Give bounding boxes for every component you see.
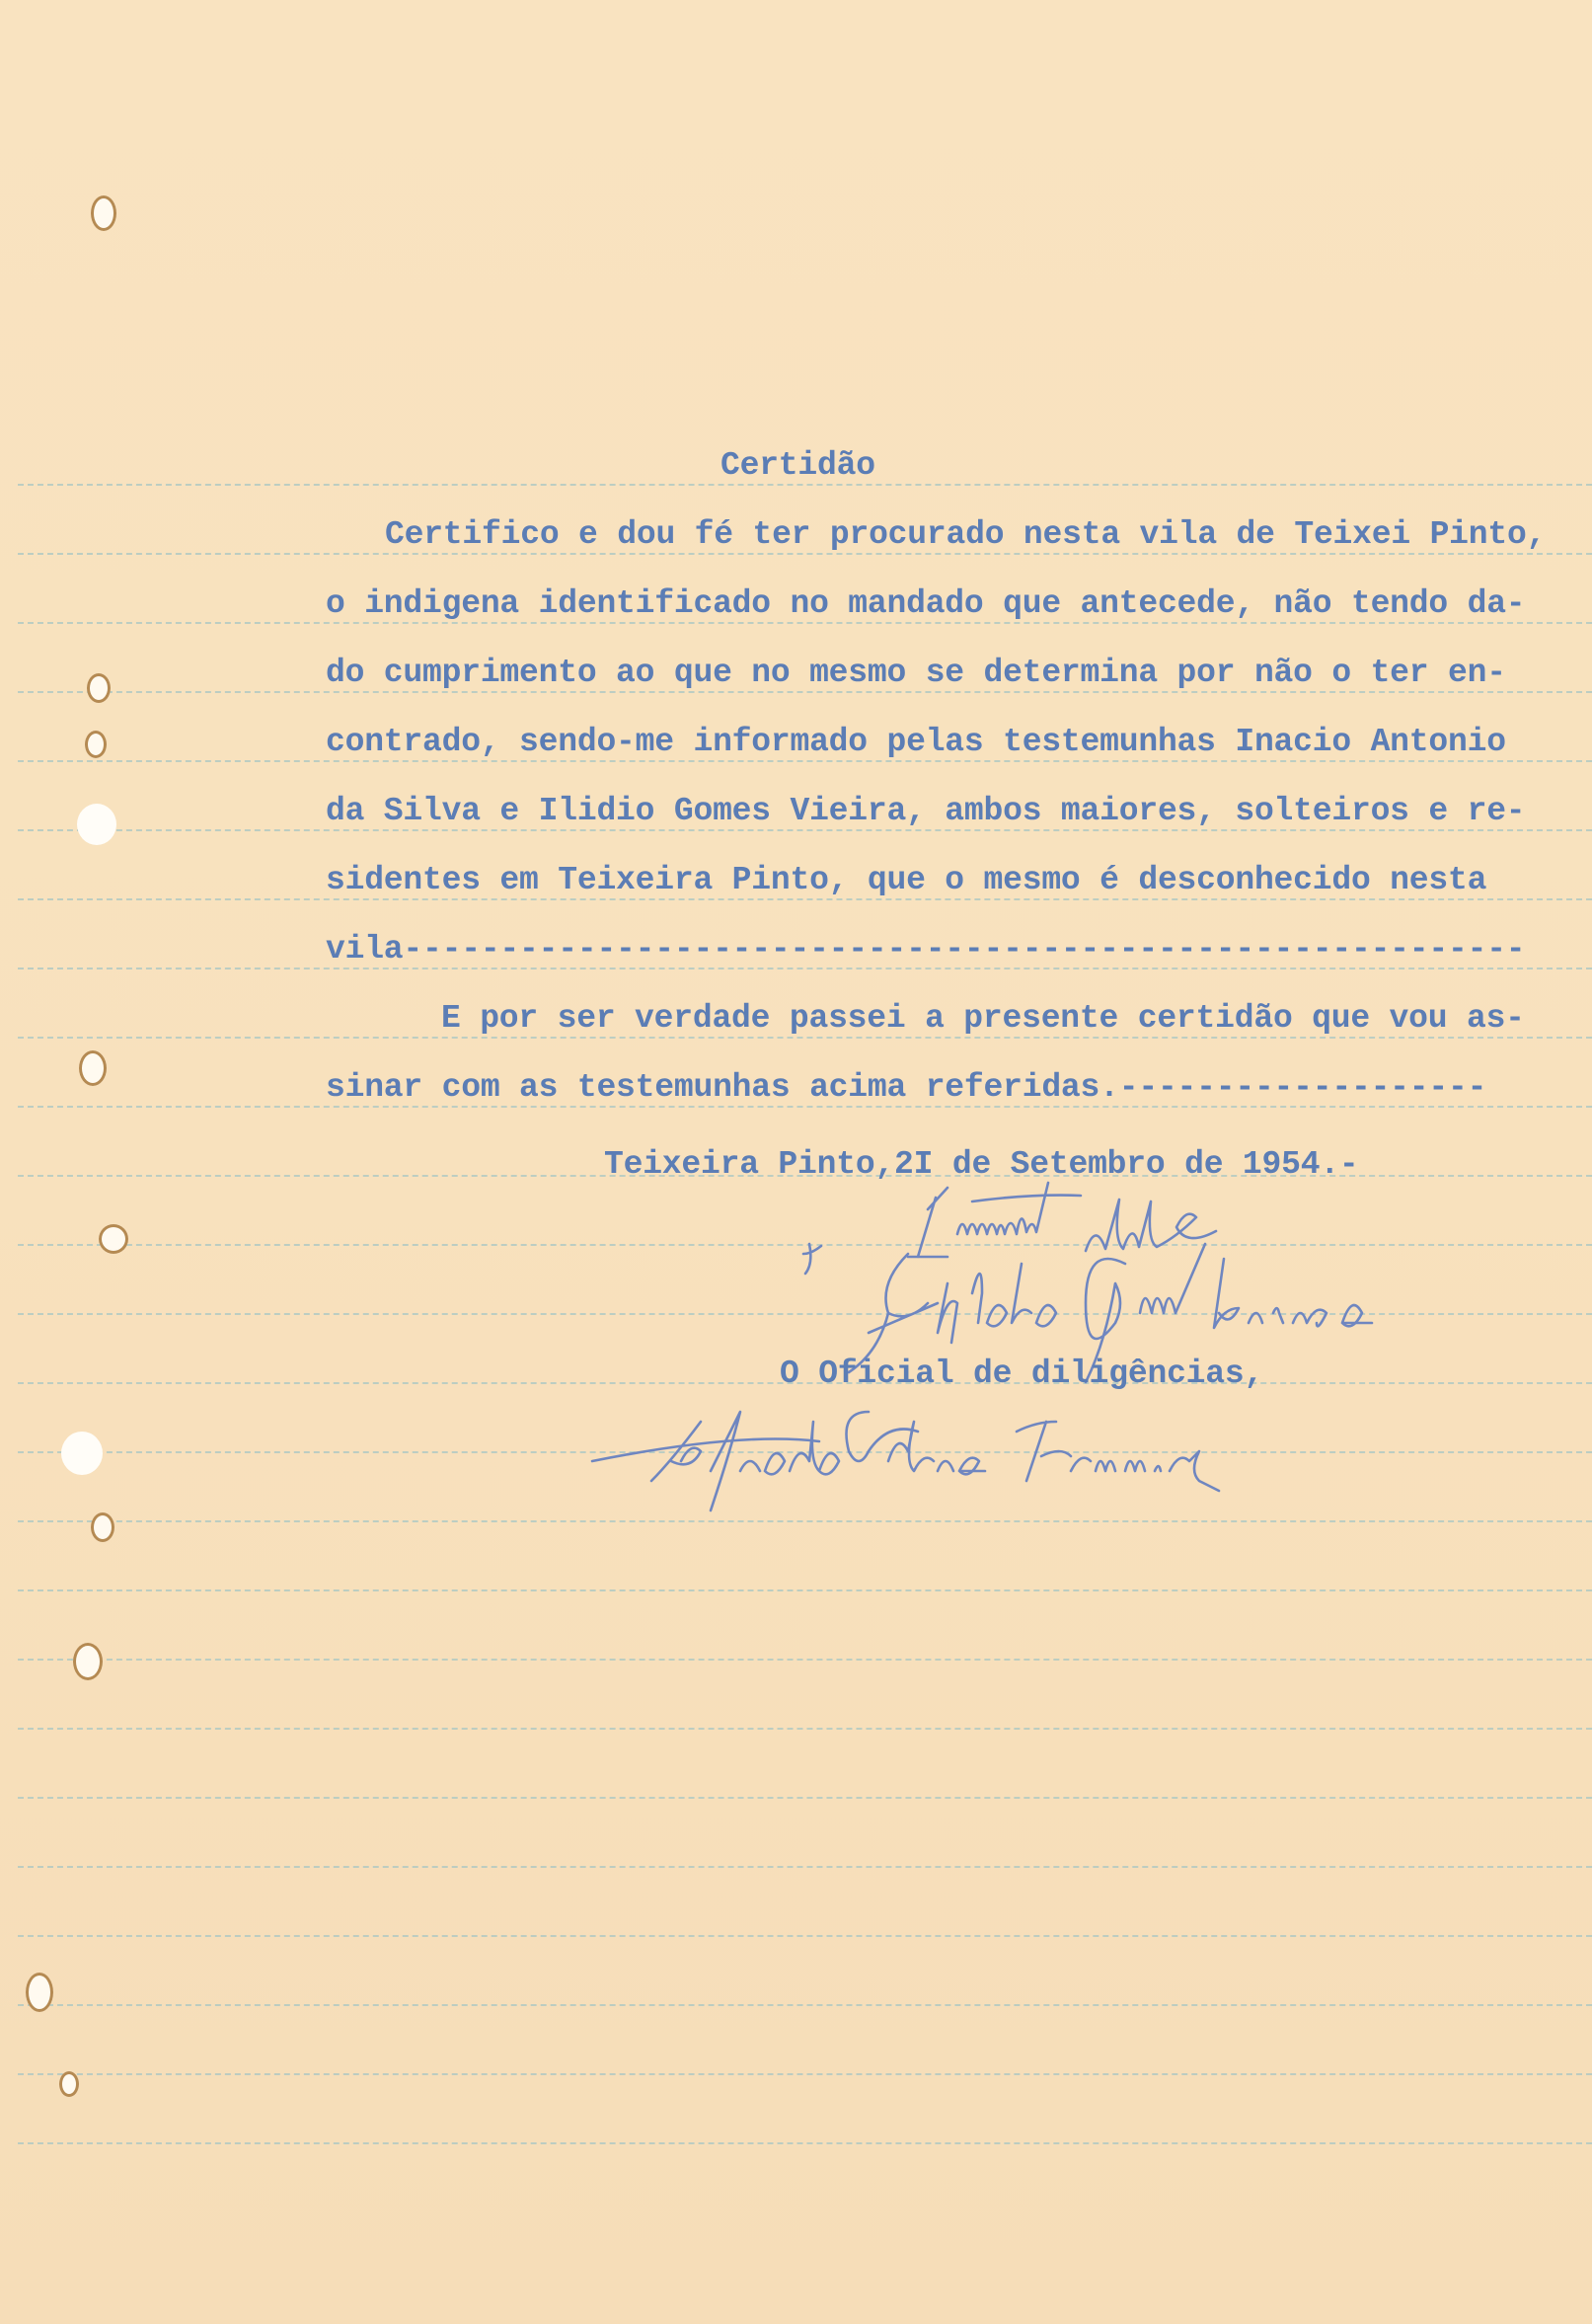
body-line: do cumprimento ao que no mesmo se determina por não o ter en- [326, 655, 1506, 691]
body-line: E por ser verdade passei a presente certidão que vou as- [441, 1000, 1525, 1037]
body-line: sidentes em Teixeira Pinto, que o mesmo é desconhecido nesta [326, 862, 1487, 898]
ruled-line [18, 1866, 1592, 1868]
body-line: vila---------------------------------------------------------- [326, 931, 1526, 968]
ruled-line [18, 1589, 1592, 1591]
punch-hole [99, 1224, 128, 1254]
body-line: da Silva e Ilidio Gomes Vieira, ambos maiores, solteiros e re- [326, 793, 1526, 829]
ruled-line [18, 1520, 1592, 1522]
body-line: sinar com as testemunhas acima referidas.------------------- [326, 1069, 1487, 1106]
ruled-line [18, 1935, 1592, 1937]
punch-hole [61, 1432, 103, 1475]
ruled-line [18, 2073, 1592, 2075]
ruled-line [18, 2142, 1592, 2144]
punch-hole [59, 2071, 79, 2097]
document-title: Certidão [720, 447, 875, 484]
signature-ilidio-gomes-vieira [790, 1234, 1480, 1372]
punch-hole [26, 1973, 53, 2012]
punch-hole [73, 1643, 103, 1680]
punch-hole [77, 804, 116, 845]
punch-hole [91, 195, 116, 231]
punch-hole [87, 673, 111, 703]
body-line: Certifico e dou fé ter procurado nesta vila de Teixei Pinto, [385, 516, 1547, 553]
date-line: Teixeira Pinto,2I de Setembro de 1954.- [604, 1146, 1359, 1183]
signature-alfredo-palica-ferreira [592, 1402, 1402, 1520]
punch-hole [79, 1050, 107, 1086]
punch-hole [85, 731, 107, 758]
body-line: o indigena identificado no mandado que antecede, não tendo da- [326, 585, 1526, 622]
ruled-line [18, 2004, 1592, 2006]
ruled-line [18, 1659, 1592, 1661]
ruled-line [18, 1797, 1592, 1799]
official-label: O Oficial de diligências, [780, 1356, 1264, 1392]
ruled-line [18, 1728, 1592, 1730]
punch-hole [91, 1512, 114, 1542]
body-line: contrado, sendo-me informado pelas testemunhas Inacio Antonio [326, 724, 1506, 760]
